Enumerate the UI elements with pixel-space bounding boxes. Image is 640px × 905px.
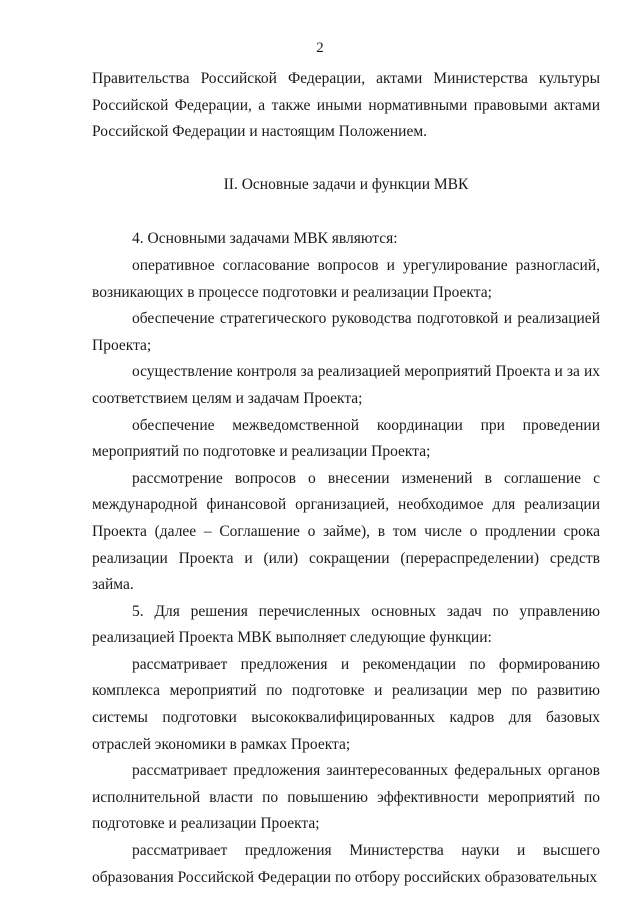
paragraph-task: обеспечение стратегического руководства подготовкой и реализацией Проекта; bbox=[92, 310, 600, 354]
paragraph-function: рассматривает предложения заинтересованных федеральных органов исполнительной власти по повышению эффективности мероприятий по подготовке и реализации Проекта; bbox=[92, 762, 600, 833]
paragraph-function: рассматривает предложения и рекомендации по формированию комплекса мероприятий по подготовке и реализации мер по развитию системы подготовки высококвалифицированных кадров для базовых отраслей экономики в рамках Проекта; bbox=[92, 655, 600, 753]
document-body bbox=[92, 66, 600, 891]
paragraph-item-4: 4. Основными задачами МВК являются: bbox=[132, 230, 398, 248]
section-heading: II. Основные задачи и функции МВК bbox=[223, 175, 469, 193]
paragraph-task: рассмотрение вопросов о внесении изменений в соглашение с международной финансовой организацией, необходимое для реализации Проекта (далее – Соглашение о займе), в том числе о продлении срока реализации Проекта и (или) сокращении (перераспределении) средств займа. bbox=[92, 469, 600, 594]
spacer bbox=[92, 198, 600, 226]
paragraph-task: оперативное согласование вопросов и урегулирование разногласий, возникающих в процессе подготовки и реализации Проекта; bbox=[92, 256, 600, 301]
paragraph-task: осуществление контроля за реализацией мероприятий Проекта и за их соответствием целям и задачам Проекта; bbox=[92, 363, 600, 407]
paragraph-task: обеспечение межведомственной координации при проведении мероприятий по подготовке и реализации Проекта; bbox=[92, 416, 600, 461]
page-number: 2 bbox=[316, 40, 324, 56]
spacer bbox=[92, 146, 600, 172]
paragraph-function: рассматривает предложения Министерства науки и высшего образования Российской Федерации по отбору российских образовательных bbox=[92, 842, 600, 886]
intro-paragraph: Правительства Российской Федерации, актами Министерства культуры Российской Федерации, а также иными нормативными правовыми актами Российской Федерации и настоящим Положением. bbox=[92, 70, 600, 141]
paragraph-item-5: 5. Для решения перечисленных основных задач по управлению реализацией Проекта МВК выполняет следующие функции: bbox=[92, 602, 600, 647]
